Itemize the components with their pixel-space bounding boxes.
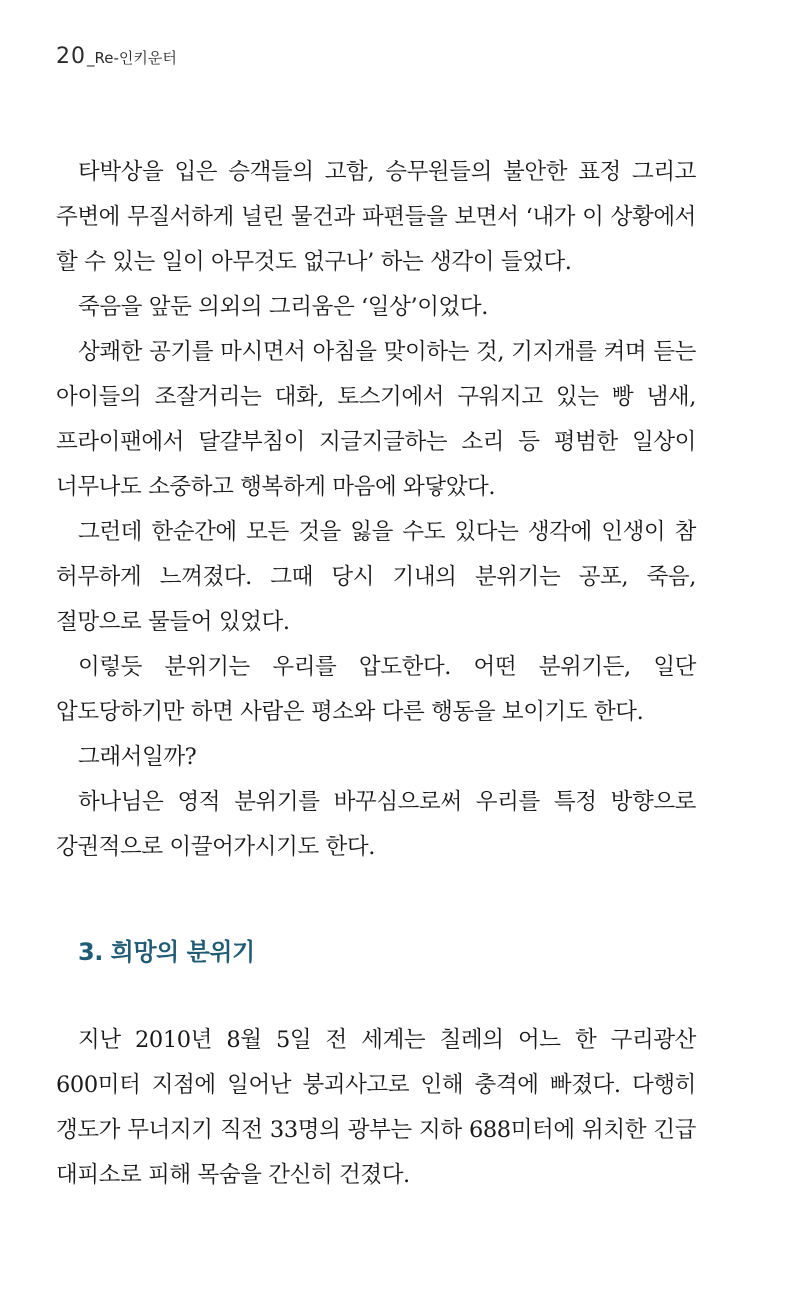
page-header (56, 44, 177, 69)
paragraph: 그런데 한순간에 모든 것을 잃을 수도 있다는 생각에 인생이 참 허무하게 느껴졌다. 그때 당시 기내의 분위기는 공포, 죽음, 절망으로 물들어 있었다. (56, 519, 696, 635)
paragraph: 그래서일까? (78, 744, 197, 770)
running-title: _Re-인키운터 (87, 49, 177, 67)
paragraph: 이렇듯 분위기는 우리를 압도한다. 어떤 분위기든, 일단 압도당하기만 하면 사람은 평소와 다른 행동을 보이기도 한다. (56, 654, 696, 725)
paragraph: 타박상을 입은 승객들의 고함, 승무원들의 불안한 표정 그리고 주변에 무질서하게 널린 물건과 파편들을 보면서 ‘내가 이 상황에서 할 수 있는 일이 아무것도 없구나’ 하는 생각이 들었다. (56, 159, 696, 275)
paragraph: 지난 2010년 8월 5일 전 세계는 칠레의 어느 한 구리광산 600미터 지점에 일어난 붕괴사고로 인해 충격에 빠졌다. 다행히 갱도가 무너지기 직전 33명의 광부는 지하 688미터에 위치한 긴급 대피소로 피해 목숨을 간신히 건졌다. (56, 1027, 696, 1188)
body-text-top (56, 150, 696, 870)
section-heading: 3. 희망의 분위기 (78, 938, 255, 966)
body-text-bottom (56, 1018, 696, 1198)
page-number: 20 (56, 44, 86, 69)
paragraph: 하나님은 영적 분위기를 바꾸심으로써 우리를 특정 방향으로 강권적으로 이끌어가시기도 한다. (56, 789, 696, 860)
paragraph: 죽음을 앞둔 의외의 그리움은 ‘일상’이었다. (78, 294, 488, 320)
paragraph: 상쾌한 공기를 마시면서 아침을 맞이하는 것, 기지개를 켜며 듣는 아이들의 조잘거리는 대화, 토스기에서 구워지고 있는 빵 냄새, 프라이팬에서 달걀부침이 지글지글하는 소리 등 평범한 일상이 너무나도 소중하고 행복하게 마음에 와닿았다. (56, 339, 696, 500)
